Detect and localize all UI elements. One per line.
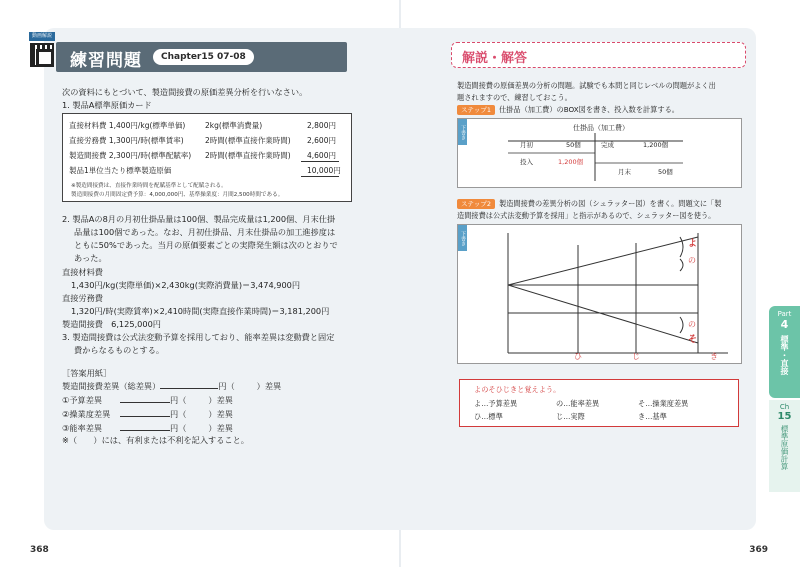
sum-line bbox=[301, 161, 339, 162]
step2-line bbox=[457, 198, 721, 210]
actual-line: 製造間接費 6,125,000円 bbox=[62, 319, 161, 329]
answer-blank[interactable] bbox=[120, 416, 170, 417]
exercise-title-bar bbox=[56, 42, 347, 72]
box-left-value: 50個 bbox=[566, 141, 581, 149]
answer-blank[interactable] bbox=[120, 430, 170, 431]
step2-line: 造間接費は公式法変動予算を採用」と指示があるので、シュラッター図を使う。 bbox=[457, 211, 716, 220]
chapter-title: 標準原価計算 bbox=[780, 425, 789, 470]
answer-row bbox=[62, 380, 281, 393]
qr-code-icon bbox=[30, 43, 54, 67]
step2-text: 製造間接費の差異分析の図（シュラッター図）を書く。問題文に「製 bbox=[499, 199, 722, 208]
right-intro-line: 題されますので、練習しておこう。 bbox=[457, 93, 572, 102]
draft-box-2 bbox=[457, 224, 742, 364]
answer-label: ②操業度差異 bbox=[62, 409, 111, 419]
left-page bbox=[0, 0, 399, 567]
label-ji: じ bbox=[632, 352, 640, 361]
side-tab-chapter[interactable] bbox=[769, 400, 800, 492]
answer-header bbox=[451, 42, 746, 68]
answer-yen: 円（ bbox=[170, 409, 187, 419]
card-qty: 2kg(標準消費量) bbox=[205, 121, 263, 130]
box-left-value: 1,200個 bbox=[558, 158, 584, 166]
card-row bbox=[69, 150, 336, 161]
total-line bbox=[301, 176, 339, 177]
schlatter-diagram bbox=[458, 225, 743, 365]
answer-label: ③能率差異 bbox=[62, 423, 103, 433]
memo-item: の…能率差異 bbox=[556, 399, 600, 408]
answer-end: ）差異 bbox=[208, 423, 233, 433]
card-label: 製造間接費 2,300円/時(標準配賦率) bbox=[69, 151, 192, 160]
card-label: 製品1単位当たり標準製造原価 bbox=[69, 166, 172, 175]
standard-cost-card bbox=[62, 113, 352, 202]
answer-yen: 円（ bbox=[170, 423, 187, 433]
memo-item: ひ…標準 bbox=[474, 412, 503, 421]
chapter-tag: Chapter15 07-08 bbox=[153, 49, 254, 65]
box-left-label: 月初 bbox=[520, 141, 533, 149]
answer-blank[interactable] bbox=[120, 402, 170, 403]
item1-heading: 1. 製品A標準原価カード bbox=[62, 100, 152, 110]
card-qty: 2時間(標準直接作業時間) bbox=[205, 151, 291, 160]
card-row bbox=[69, 120, 336, 131]
page-title: 練習問題 bbox=[70, 51, 142, 71]
answer-header-title: 解説・解答 bbox=[462, 51, 528, 66]
card-row bbox=[69, 135, 336, 146]
label-no: の bbox=[688, 256, 696, 265]
card-label: 直接労務費 1,300円/時(標準賃率) bbox=[69, 136, 184, 145]
answer-blank[interactable] bbox=[160, 388, 218, 389]
answer-yen: 円（ bbox=[170, 395, 187, 405]
answer-heading: ［答案用紙］ bbox=[62, 368, 112, 378]
answer-row bbox=[62, 394, 233, 407]
part-label: Part bbox=[777, 310, 792, 318]
actual-line: 直接材料費 bbox=[62, 267, 103, 277]
answer-note: ※（ ）には、有利または不利を記入すること。 bbox=[62, 435, 249, 445]
draft-tag: 下書き bbox=[458, 225, 467, 251]
answer-label: 製造間接費差異（総差異） bbox=[62, 381, 161, 391]
part-title: 標準・直接 bbox=[780, 335, 789, 375]
box-title: 仕掛品（加工費） bbox=[573, 124, 629, 132]
part-number: 4 bbox=[780, 318, 789, 331]
intro-text: 次の資料にもとづいて、製造間接費の原価差異分析を行いなさい。 bbox=[62, 87, 308, 97]
step1-text: 仕掛品（加工費）のBOX図を書き、投入数を計算する。 bbox=[499, 105, 679, 114]
memo-item: き…基準 bbox=[638, 412, 667, 421]
box-right-value: 50個 bbox=[658, 168, 673, 176]
label-ki: き bbox=[710, 352, 718, 361]
card-amount: 10,000円 bbox=[307, 166, 341, 175]
draft-tag: 下書き bbox=[458, 119, 467, 145]
label-no: の bbox=[688, 320, 696, 329]
label-so: そ bbox=[688, 335, 698, 345]
answer-end: ）差異 bbox=[208, 409, 233, 419]
card-amount: 2,800円 bbox=[307, 121, 336, 130]
answer-end: ）差異 bbox=[256, 381, 282, 391]
actual-line: 1,430円/kg(実際単価)×2,430kg(実際消費量)＝3,474,900円 bbox=[71, 280, 301, 290]
item3-line: 3. 製造間接費は公式法変動予算を採用しており、能率差異は変動費と固定 bbox=[62, 332, 335, 342]
card-amount: 2,600円 bbox=[307, 136, 336, 145]
step1-line bbox=[457, 104, 679, 116]
item2-line: 2. 製品Aの8月の月初仕掛品量は100個、製品完成量は1,200個、月末仕掛 bbox=[62, 214, 336, 224]
card-qty: 2時間(標準直接作業時間) bbox=[205, 136, 291, 145]
card-note: ※製造間接費は、直接作業時間を配賦基準として配賦される。 bbox=[71, 183, 227, 189]
item3-line: 費からなるものとする。 bbox=[74, 345, 165, 355]
memo-item: よ…予算差異 bbox=[474, 399, 518, 408]
actual-line: 1,320円/時(実際賃率)×2,410時間(実際直接作業時間)＝3,181,200円 bbox=[71, 306, 330, 316]
step1-badge: ステップ1 bbox=[457, 105, 495, 115]
answer-row bbox=[62, 408, 233, 421]
memo-item: じ…実際 bbox=[556, 412, 585, 421]
box-right-value: 1,200個 bbox=[643, 141, 669, 149]
page-number-right: 369 bbox=[749, 545, 768, 555]
draft-box-1 bbox=[457, 118, 742, 188]
card-row bbox=[69, 165, 341, 176]
answer-label: ①予算差異 bbox=[62, 395, 103, 405]
box-right-label: 月末 bbox=[618, 168, 631, 176]
qr-label: 動画解説 bbox=[29, 32, 55, 41]
page-number-left: 368 bbox=[30, 545, 49, 555]
memo-item: そ…操業度差異 bbox=[638, 399, 689, 408]
card-note: 製造間接費の月間固定費予算：4,000,000円、基準操業度：月間2,500時間である。 bbox=[71, 192, 284, 198]
item2-line: あった。 bbox=[74, 253, 107, 263]
right-intro-line: 製造間接費の原価差異の分析の問題。試験でも本問と同じレベルの問題がよく出 bbox=[457, 81, 716, 90]
memo-title: よのそひじきと覚えよう。 bbox=[474, 385, 561, 394]
item2-line: 品量は100個であった。なお、月初仕掛品、月末仕掛品の加工進捗度は bbox=[74, 227, 336, 237]
card-label: 直接材料費 1,400円/kg(標準単価) bbox=[69, 121, 186, 130]
item2-line: ともに50%であった。当月の原価要素ごとの実際発生額は次のとおりで bbox=[74, 240, 338, 250]
right-page bbox=[401, 0, 800, 567]
mnemonic-box bbox=[459, 379, 739, 427]
chapter-label: Ch bbox=[779, 403, 790, 411]
card-amount: 4,600円 bbox=[307, 151, 336, 160]
answer-row bbox=[62, 422, 233, 435]
side-tab-part[interactable] bbox=[769, 306, 800, 398]
video-qr[interactable] bbox=[29, 32, 55, 70]
answer-yen: 円（ bbox=[218, 381, 235, 391]
answer-end: ）差異 bbox=[208, 395, 233, 405]
label-hi: ひ bbox=[574, 352, 582, 361]
box-left-label: 投入 bbox=[520, 158, 533, 166]
chapter-number: 15 bbox=[777, 411, 792, 422]
step2-badge: ステップ2 bbox=[457, 199, 495, 209]
label-yo: よ bbox=[688, 239, 698, 249]
actual-line: 直接労務費 bbox=[62, 293, 103, 303]
box-right-label: 完成 bbox=[601, 141, 614, 149]
